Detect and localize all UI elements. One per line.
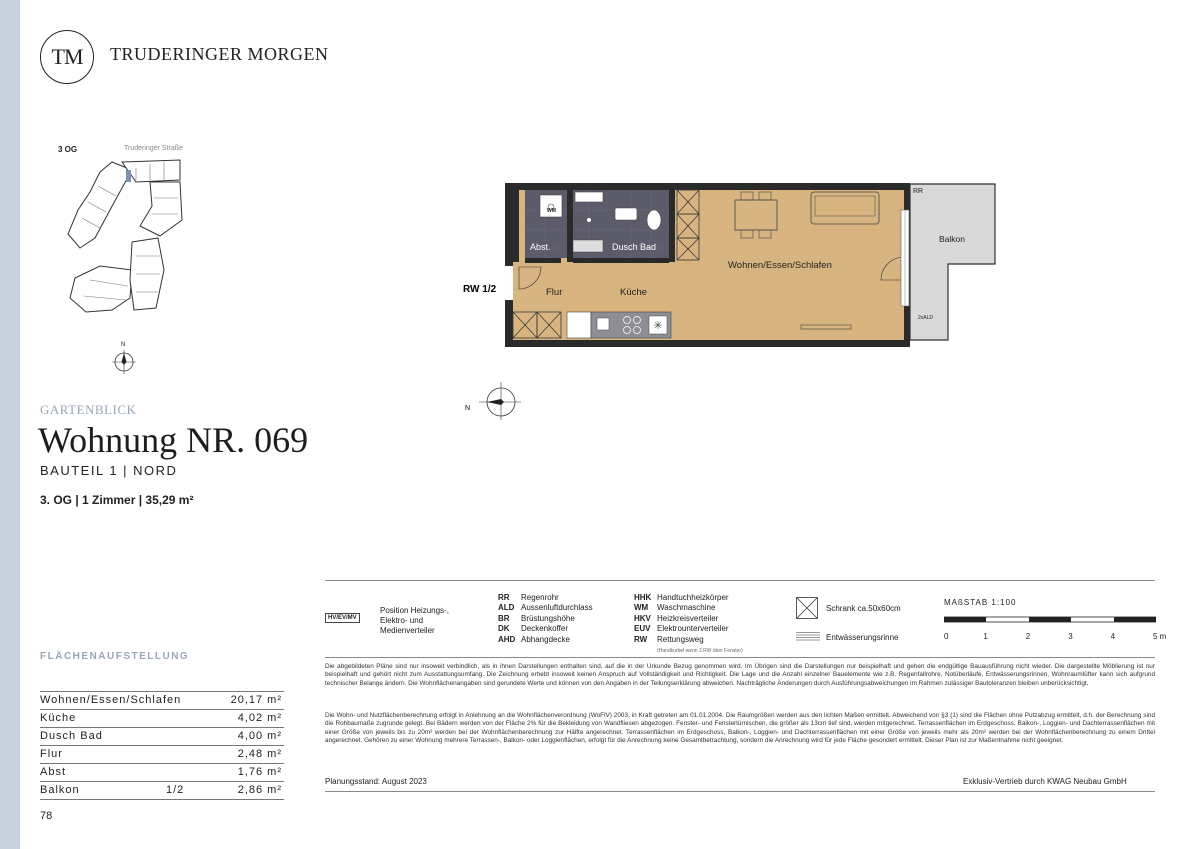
area-value: 4,00 m² bbox=[237, 730, 282, 742]
area-label: Flur bbox=[40, 748, 63, 760]
areas-heading: FLÄCHENAUFSTELLUNG bbox=[40, 651, 190, 662]
legend-distribution-desc: Position Heizungs-, Elektro- und Medienverteiler bbox=[380, 606, 449, 635]
legend-label: Rettungsweg bbox=[657, 634, 704, 644]
key-plan bbox=[40, 140, 200, 380]
legend-label: Handtuchheizkörper bbox=[657, 593, 729, 602]
planning-status: Planungsstand: August 2023 bbox=[325, 777, 427, 786]
areas-table bbox=[40, 691, 284, 800]
wardrobe-legend-icon bbox=[796, 597, 818, 619]
area-factor: 1/2 bbox=[166, 784, 185, 796]
area-value: 2,48 m² bbox=[237, 748, 282, 760]
key-plan-unit-highlight bbox=[126, 170, 131, 182]
disclaimer-paragraph-2: Die Wohn- und Nutzflächenberechnung erfolgt in Anlehnung an die Wohnflächenverordnung (WoFlV) 2003, in Kraft getreten am 01.01.2004. Die Raumgrößen werden aus den lichten Maßen ermittelt. Abweichend von §3 (1) sind die Flächen ohne Putzabzug ermittelt, d.h. der Berechnung sind die Rohbaumaße zugrunde gelegt. Bei Bädern werden von der Fläche 2% für die Bekleidung von Wandfliesen abgezogen. Fenster- und Fenstertürnischen, die größer als 13cm tief sind, werden mitgerechnet. Terrassenflächen im Erdgeschoss, Balkon-, Loggien- und Dachterrassenflächen mit einer Größe von jeweils bis zu 20m² werden bei der Wohnflächenberechnung zur Hälfte angerechnet. Terrassenflächen im Erdgeschoss, Balkon-, Loggien- und Dachterrassenflächen mit einer Größe von jeweils mehr als 20m² werden bei der Wohnflächenberechnung zu einem Drittel angerechnet. Gehören zu einer Wohnung mehrere Terrassen-, Balkon- oder Loggienflächen, erfolgt für die Anrechnung keine Gesamtbetrachtung, sondern die Anrechnung wird für jede Fläche gesondert ermittelt. Dieser Plan ist zur Maßentnahme nicht geeignet. bbox=[325, 712, 1155, 744]
legend-entry-br bbox=[498, 614, 593, 624]
entrance-opening bbox=[505, 266, 513, 300]
room-label-kueche: Küche bbox=[620, 287, 647, 298]
area-value: 20,17 m² bbox=[230, 694, 282, 706]
legend-divider-top bbox=[325, 580, 1155, 581]
key-plan-level: 3 OG bbox=[58, 145, 78, 154]
legend-code: EUV bbox=[634, 624, 651, 634]
legend-label: Elektrounterverteiler bbox=[657, 624, 729, 634]
area-value: 4,02 m² bbox=[237, 712, 282, 724]
brand-monogram: TM bbox=[51, 44, 83, 69]
key-plan-north-arrow bbox=[112, 350, 136, 374]
legend-entry-ahd bbox=[498, 635, 593, 645]
apartment-summary: 3. OG | 1 Zimmer | 35,29 m² bbox=[40, 493, 194, 507]
legend-code: DK bbox=[498, 624, 510, 634]
left-accent-stripe bbox=[0, 0, 20, 849]
room-label-flur: Flur bbox=[546, 287, 563, 298]
plan-north-label: N bbox=[465, 405, 471, 412]
legend-label: Heizkreisverteiler bbox=[657, 613, 719, 623]
legend-entry-rr bbox=[498, 593, 593, 603]
legend-entry-hhk bbox=[634, 593, 743, 603]
scale-bar bbox=[944, 616, 1156, 624]
area-label: Wohnen/Essen/Schlafen bbox=[40, 694, 182, 706]
brand-monogram-logo bbox=[40, 30, 94, 84]
legend-entry-hkv bbox=[634, 614, 743, 624]
legend-label: Waschmaschine bbox=[657, 603, 716, 613]
drain-legend-label: Entwässerungsrinne bbox=[826, 633, 899, 642]
bath-sink bbox=[615, 208, 637, 220]
rr-label: RR bbox=[913, 188, 924, 195]
area-row bbox=[40, 746, 284, 764]
legend-abbreviations-2 bbox=[634, 593, 743, 656]
legend-label: Aussenluftdurchlass bbox=[521, 603, 593, 613]
area-row bbox=[40, 782, 284, 800]
fan-icon: ✳ bbox=[653, 320, 663, 332]
area-value: 2,86 m² bbox=[237, 784, 282, 796]
wardrobe-legend-label: Schrank ca.50x60cm bbox=[826, 604, 901, 613]
area-value: 1,76 m² bbox=[237, 766, 282, 778]
apartment-bauteil: BAUTEIL 1 | NORD bbox=[40, 463, 178, 478]
legend-label: Deckenkoffer bbox=[521, 624, 568, 634]
wall-bath-bottom bbox=[573, 258, 669, 263]
legend-label: Abhangdecke bbox=[521, 634, 570, 644]
legend-abbreviations-1 bbox=[498, 593, 593, 645]
wm-label: WM bbox=[547, 208, 556, 214]
area-label: Balkon bbox=[40, 784, 80, 796]
room-label-dusch-bad: Dusch Bad bbox=[612, 242, 657, 252]
legend-entry-ald bbox=[498, 603, 593, 613]
scale-tick-label: 0 bbox=[944, 632, 949, 641]
legend-code: RR bbox=[498, 593, 510, 602]
floor-plan bbox=[455, 170, 1000, 420]
area-label: Abst bbox=[40, 766, 67, 778]
legend-label: Regenrohr bbox=[521, 593, 559, 602]
area-row bbox=[40, 710, 284, 728]
legend-code: BR bbox=[498, 613, 510, 623]
kitchen-sink bbox=[597, 318, 609, 330]
legend-code: HKV bbox=[634, 613, 651, 623]
legend-entry-euv bbox=[634, 624, 743, 634]
bath-storage bbox=[575, 192, 603, 202]
scale-tick-label: 2 bbox=[1025, 632, 1031, 641]
legend-code: WM bbox=[634, 603, 649, 613]
area-row bbox=[40, 691, 284, 710]
legend-distribution-tag: HV/EV/MV bbox=[325, 613, 360, 623]
wall-abst-bath bbox=[567, 190, 573, 262]
legend-entry-wm bbox=[634, 603, 743, 613]
room-label-wohnen: Wohnen/Essen/Schlafen bbox=[728, 260, 832, 271]
legend-entry-dk bbox=[498, 624, 593, 634]
disclaimer-paragraph-1: Die abgebildeten Pläne sind nur insoweit verbindlich, als in ihnen Darstellungen enthalten sind, auf die in der Urkunde Bezug genommen wird. Im Übrigen sind die Darstellungen nur beispielhaft und gehen die endgültige Bauausführung nicht wieder. Die dargestellte Möblierung ist nur beispielhaft und gehört nicht zum Ausstattungsumfang. Die Zeichnung erhebt insoweit keinen Anspruch auf Vollständigkeit und Richtigkeit. Die Lage und die Anzahl einzelner Bauelemente wie z.B. Regenfallrohre, Notüberläufe, Entwässerungsrinnen, Wohnraumlüfter kann sich aufgrund technischer Belange ändern. Die Wohnflächenangaben sind gerundete Werte und können von den Angaben in der Teilungserklärung abweichen. Nachträgliche Änderungen durch Ausführungsabweichungen im Rahmen zulässiger Bautoleranzen bleiben unberücksichtigt. bbox=[325, 663, 1155, 687]
apartment-title: Wohnung NR. 069 bbox=[38, 420, 309, 460]
area-label: Dusch Bad bbox=[40, 730, 103, 742]
legend-code: ALD bbox=[498, 603, 515, 613]
room-label-abst: Abst. bbox=[530, 242, 551, 252]
scale-tick-label: 3 bbox=[1068, 632, 1073, 641]
drain-legend-icon bbox=[796, 632, 820, 642]
distribution-note: Exklusiv-Vertrieb durch KWAG Neubau GmbH bbox=[963, 777, 1127, 786]
plan-north-arrow bbox=[479, 382, 521, 420]
scale-tick-label: 4 bbox=[1110, 632, 1116, 641]
legend-divider-mid bbox=[325, 657, 1155, 658]
rw-label: RW 1/2 bbox=[463, 284, 497, 295]
key-plan-north-label: N bbox=[121, 342, 126, 348]
page-number: 78 bbox=[40, 810, 53, 822]
area-row bbox=[40, 728, 284, 746]
wall-left-inner bbox=[513, 190, 519, 262]
brand-name: TRUDERINGER MORGEN bbox=[110, 44, 329, 64]
legend-code: RW bbox=[634, 634, 648, 644]
scale-tick-label: 1 bbox=[983, 632, 988, 641]
wall-abst-bottom bbox=[525, 258, 561, 263]
legend-note: (Handkurbel wenn 2.RW über Fenster) bbox=[657, 648, 743, 655]
legend-divider-bottom bbox=[325, 791, 1155, 792]
wall-bath-kitchen bbox=[669, 190, 675, 262]
legend-code: AHD bbox=[498, 634, 516, 644]
legend-label: Brüstungshöhe bbox=[521, 613, 575, 623]
ald-label: 2xALD bbox=[918, 315, 934, 321]
area-row bbox=[40, 764, 284, 782]
legend-code: HHK bbox=[634, 593, 652, 602]
area-label: Küche bbox=[40, 712, 77, 724]
shower-drain bbox=[573, 240, 603, 252]
scale-title: MAßSTAB 1:100 bbox=[944, 598, 1017, 607]
scale-tick-label: 5 m bbox=[1153, 632, 1167, 641]
fridge bbox=[567, 312, 591, 338]
apartment-subtitle: GARTENBLICK bbox=[40, 402, 137, 417]
room-label-balkon: Balkon bbox=[939, 234, 965, 244]
legend-entry-rw bbox=[634, 635, 743, 657]
key-plan-street: Truderinger Straße bbox=[124, 145, 183, 152]
key-plan-drawing bbox=[40, 140, 200, 380]
bath-toilet bbox=[647, 210, 661, 230]
